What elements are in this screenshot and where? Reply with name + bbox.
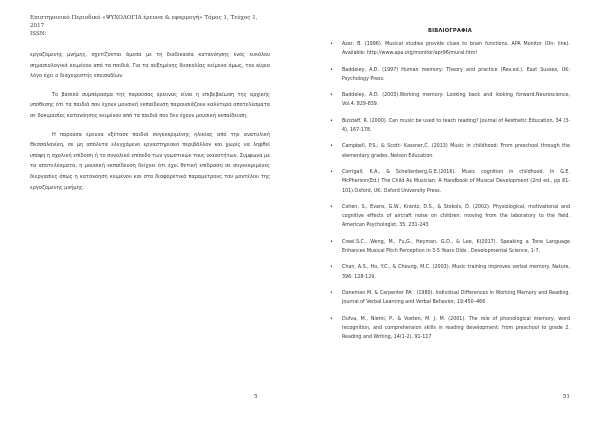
reference-item <box>330 66 570 85</box>
bullet-icon: • <box>330 117 333 124</box>
reference-item <box>330 289 570 308</box>
reference-item <box>330 117 570 136</box>
bibliography-heading: ΒΙΒΛΙΟΓΡΑΦΙΑ <box>427 28 473 34</box>
reference-text: Campbell, P.S.; & Scott- Kassner,C. (2013) Music in childhood: From preschool through the elementary grades. Nelson Education. <box>342 144 570 159</box>
reference-item <box>330 263 570 282</box>
paragraph: Η παρούσα έρευνα εξέτασε παιδιά συγκεκριμένης ηλικίας από την ανατολική Θεσσαλονίκη, σε μη απόλυτα ελεγχόμενο εργαστηριακό περιβάλλον και χωρίς να ληφθεί υπόψη η σχολική επίδοση ή το συνολικό επίπεδο των γνωστικών τους ικανοτήτων. Συμφωνα με τα αποτελέσματα, η μουσική εκπαίδευση δείχνει ότι έχει θετική επίδραση σε συγκεκριμένες διεργασίες όπως η κατανόηση κειμένου και στα διαφορετικά παραμέτρους του μοντέλου της εργαζόμενης μνήμης. <box>30 131 270 191</box>
reference-text: Baddeley, A.D. (2003).Working memory: Looking back and looking forward.Neuroscience, Vol.4. 829-839. <box>342 93 570 108</box>
reference-text: Butzlaff, R. (2000). Can music be used to teach reading? Journal of Aesthetic Education, 34 (3-4), 167-178. <box>342 118 570 134</box>
bullet-icon: • <box>330 264 333 271</box>
reference-text: Cohen, S., Evans, G.W., Krantz, D.S., & Stokols, D. (2002). Physiological, motivational and cognitive effects of aircraft noise on children: moving from the laboratory to the field. American Psychologist, 35: 231-243 <box>342 204 570 229</box>
reference-text: Corrigall, K.A., & Schellenberg,G.E.(2016). Music cognition in childhood. In G.E. McPherson(Ed.) The Child As Musician: A Handbook of Musical Development (2nd ed., pp 81-101).Oxford, UK: Oxford University Press. <box>342 169 570 194</box>
page-number: 5 <box>254 394 258 400</box>
reference-item <box>330 203 570 231</box>
journal-header-title: Επιστημονικό Περιοδικό «ΨΥΧΟΛΟΓΙΑ έρευνα & εφαρμογή» Τόμος 1, Τεύχος 1, 2017 <box>30 15 258 29</box>
reference-item <box>330 40 570 59</box>
reference-text: Creel.S.C., Weng, M., Fu,G., Heyman, G.D., & Lee, K(2017). Speaking a Tone Language Enhances Musical Pitch Perception in 3-5 Years Olds . Developmental Science, 1-7. <box>342 239 570 255</box>
bullet-icon: • <box>330 92 333 99</box>
bullet-icon: • <box>330 66 333 73</box>
page-number: 51 <box>562 394 570 400</box>
journal-header-issn: ISSN: <box>30 31 47 37</box>
bullet-icon: • <box>330 168 333 175</box>
right-page <box>300 0 600 424</box>
bullet-icon: • <box>330 289 333 296</box>
journal-header <box>30 14 270 38</box>
reference-list <box>330 40 570 342</box>
bullet-icon: • <box>330 143 333 150</box>
reference-item <box>330 142 570 161</box>
reference-item <box>330 168 570 196</box>
reference-item <box>330 91 570 110</box>
paragraph: εργαζόμενης μνήμης, σχετίζονται άμεσα με τη διαδικασία κατανόησης ενός ευκόλου σημασιολογικά κειμένου από τα παιδιά. Για τα αυξημένης δυσκολίας κείμενα όμως, τον κύριο λόγο έχει ο διαχειριστής επεισοδίων. <box>30 52 270 80</box>
paragraph: Το βασικό συμπέρασμα της παρούσας έρευνας είναι η επιβεβαίωση της αρχικής υπόθεσης ότι τα παιδιά που έχουν μουσική εκπαίδευση παρουσιάζουν καλύτερα αποτελέσματα σε δοκιμασίες κατανόησης κειμένου από τα παιδιά που δεν έχουν μουσική εκπαίδευση. <box>30 91 270 119</box>
reference-text: Daneman M. & Carpenter PA . (1980). Individual Differences in Working Memory and Reading. Journal of Verbal Learning and Verbal Behavior, 19:450–466 <box>342 290 570 306</box>
bullet-icon: • <box>330 315 333 322</box>
bullet-icon: • <box>330 238 333 245</box>
bullet-icon: • <box>330 203 333 210</box>
reference-item <box>330 315 570 343</box>
reference-text: Baddeley, A.D. (1997) Human memory: Theory and practice (Rev.ed.). East Sussex, UK: Psychology Press. <box>342 67 570 82</box>
bullet-icon: • <box>330 41 333 47</box>
body-text <box>30 50 270 193</box>
reference-text: Chan, A.S., Ho, Y.C., & Cheung, M.C. (2003). Music training improves verbal memory. Nature, 396: 128-129. <box>342 265 570 280</box>
reference-text: Azar, B. (1996). Musical studies provide clues to brain functions. APA Monitor (On- line). Available: http://www.apa.org/monitor/apr96/mural.html <box>342 42 570 57</box>
reference-item <box>330 238 570 257</box>
reference-text: Dufva, M., Niemi, P., & Voeten, M. J. M. (2001). The role of phonological memory, word recognition, and comprehension skills in reading development: from preschool to grade 2. Reading and Writing, 14(1-2), 91-117 <box>342 316 570 341</box>
